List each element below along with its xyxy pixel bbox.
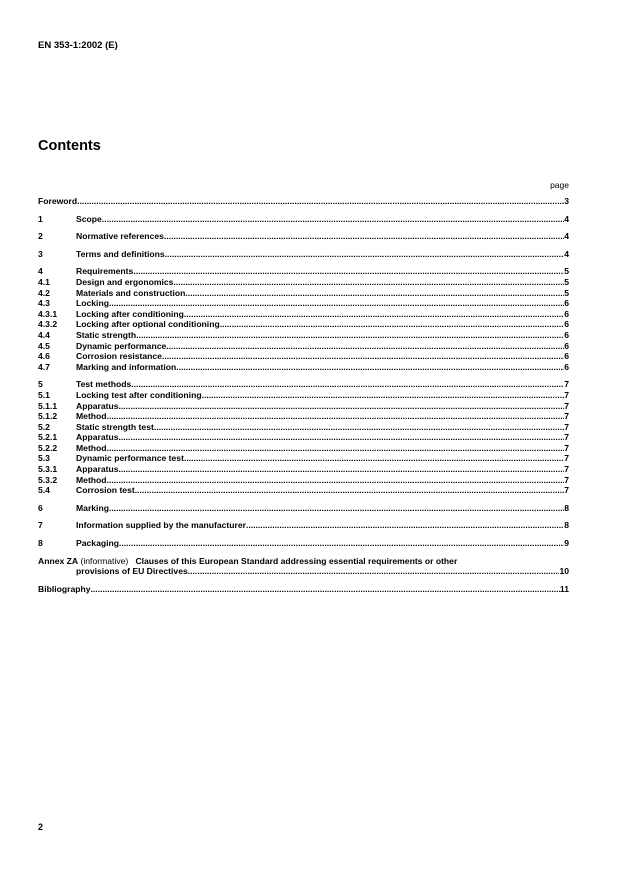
- dot-leader: [119, 432, 565, 443]
- dot-leader: [220, 319, 565, 330]
- toc-entry-number: 5.2.2: [38, 442, 58, 453]
- toc-entry-page: 5: [564, 276, 569, 287]
- toc-entry-page: 6: [564, 351, 569, 362]
- toc-entry-page: 3: [564, 196, 569, 206]
- toc-entry[interactable]: [38, 379, 569, 390]
- toc-entry-title: Foreword: [38, 196, 78, 206]
- dot-leader: [133, 266, 564, 277]
- toc-entry-number: 2: [38, 231, 43, 242]
- toc-entry-page: 7: [564, 464, 569, 475]
- toc-entry-title: Normative references: [76, 231, 164, 242]
- toc-entry-page: 6: [564, 329, 569, 340]
- toc-entry-page: 7: [564, 485, 569, 496]
- toc-entry-title: Locking test after conditioning: [76, 389, 202, 400]
- toc-entry-page: 8: [564, 502, 569, 513]
- toc-entry-page: 5: [564, 287, 569, 298]
- toc-entry-number: 7: [38, 520, 43, 531]
- toc-entry-page: 7: [564, 453, 569, 464]
- toc-entry-page: 6: [564, 308, 569, 319]
- toc-entry-title: Static strength test: [76, 421, 154, 432]
- toc-entry[interactable]: [38, 309, 569, 320]
- toc-entry-title: Packaging: [76, 538, 119, 549]
- toc-entry-title: Dynamic performance: [76, 340, 167, 351]
- dot-leader: [109, 503, 564, 514]
- toc-entry-title: Marking and information: [76, 361, 177, 372]
- toc-entry-title: Apparatus: [76, 432, 119, 443]
- dot-leader: [119, 401, 565, 412]
- dot-leader: [202, 390, 565, 401]
- annex-line-1: [38, 556, 569, 567]
- toc-entry[interactable]: [38, 485, 569, 496]
- toc-entry-page: 7: [564, 389, 569, 400]
- dot-leader: [109, 298, 564, 309]
- toc-entry[interactable]: [38, 277, 569, 288]
- toc-entry-bibliography[interactable]: [38, 584, 569, 595]
- dot-leader: [102, 214, 564, 225]
- toc-entry-title: Requirements: [76, 266, 134, 277]
- dot-leader: [119, 464, 565, 475]
- dot-leader: [119, 538, 564, 549]
- toc-entry[interactable]: [38, 298, 569, 309]
- toc-entry[interactable]: [38, 422, 569, 433]
- annex-label: Annex ZA: [38, 555, 79, 566]
- toc-entry-page: 6: [564, 319, 569, 330]
- toc-entry[interactable]: [38, 319, 569, 330]
- toc-entry-title: Bibliography: [38, 583, 91, 594]
- toc-entry-title: Design and ergonomics: [76, 276, 174, 287]
- toc-entry[interactable]: [38, 214, 569, 225]
- toc-entry-page: 7: [564, 442, 569, 453]
- toc-entry-number: 3: [38, 248, 43, 259]
- dot-leader: [246, 520, 564, 531]
- toc-entry-page: 10: [559, 566, 569, 577]
- toc-entry-page: 7: [564, 379, 569, 390]
- dot-leader: [164, 231, 564, 242]
- toc-entry[interactable]: [38, 266, 569, 277]
- toc-entry-page: 7: [564, 411, 569, 422]
- dot-leader: [165, 249, 565, 260]
- page-number: 2: [38, 822, 44, 832]
- toc-entry[interactable]: [38, 464, 569, 475]
- dot-leader: [135, 485, 564, 496]
- toc-entry[interactable]: [38, 520, 569, 531]
- toc-entry[interactable]: [38, 432, 569, 443]
- toc-entry-number: 5.2: [38, 421, 50, 432]
- toc-entry-title: Information supplied by the manufacturer: [76, 520, 246, 531]
- toc-entry-title: Dynamic performance test: [76, 453, 184, 464]
- annex-title-line-1: Clauses of this European Standard addressing essential requirements or other: [135, 555, 458, 566]
- table-of-contents: [38, 196, 569, 594]
- toc-entry-page: 6: [564, 340, 569, 351]
- toc-entry[interactable]: [38, 231, 569, 242]
- toc-entry[interactable]: [38, 503, 569, 514]
- toc-entry-page: 7: [564, 421, 569, 432]
- toc-entry-number: 8: [38, 538, 43, 549]
- toc-entry[interactable]: [38, 288, 569, 299]
- toc-entry-title: Apparatus: [76, 464, 119, 475]
- dot-leader: [166, 341, 564, 352]
- annex-line-2: [38, 566, 569, 577]
- toc-entry-number: 4: [38, 266, 43, 277]
- toc-entry-number: 5.1.1: [38, 400, 58, 411]
- page-title: Contents: [38, 138, 101, 154]
- toc-entry-number: 4.5: [38, 340, 50, 351]
- toc-entry-number: 4.1: [38, 276, 50, 287]
- dot-leader: [154, 422, 564, 433]
- toc-entry-number: 5.3: [38, 453, 50, 464]
- dot-leader: [173, 277, 564, 288]
- toc-entry-title: Test methods: [76, 379, 132, 390]
- toc-entry-title: Marking: [76, 502, 109, 513]
- toc-entry[interactable]: [38, 341, 569, 352]
- dot-leader: [107, 475, 565, 486]
- toc-entry[interactable]: [38, 538, 569, 549]
- annex-qualifier: (informative): [80, 555, 129, 566]
- toc-entry-page: 9: [564, 538, 569, 549]
- dot-leader: [136, 330, 564, 341]
- toc-entry-number: 4.6: [38, 351, 50, 362]
- toc-entry-page: 8: [564, 520, 569, 531]
- toc-entry[interactable]: [38, 411, 569, 422]
- toc-entry-number: 4.2: [38, 287, 50, 298]
- page-column-label: page: [550, 180, 569, 190]
- toc-entry-number: 5.3.2: [38, 474, 58, 485]
- toc-entry[interactable]: [38, 330, 569, 341]
- toc-entry-title: Locking after conditioning: [76, 308, 184, 319]
- toc-entry-page: 4: [564, 248, 569, 259]
- toc-entry-title: Method: [76, 411, 107, 422]
- toc-entry-number: 5.1.2: [38, 411, 58, 422]
- toc-entry-page: 7: [564, 432, 569, 443]
- toc-entry-foreword[interactable]: [38, 196, 569, 207]
- toc-entry-annex[interactable]: [38, 556, 569, 577]
- dot-leader: [162, 351, 564, 362]
- dot-leader: [184, 309, 564, 320]
- toc-entry-number: 5.4: [38, 485, 50, 496]
- toc-entry[interactable]: [38, 443, 569, 454]
- toc-entry-title: Method: [76, 474, 107, 485]
- dot-leader: [188, 566, 560, 577]
- toc-entry-number: 5.2.1: [38, 432, 58, 443]
- toc-entry-page: 6: [564, 361, 569, 372]
- annex-title-line-2: provisions of EU Directives: [76, 566, 188, 577]
- toc-entry-number: 4.7: [38, 361, 50, 372]
- toc-entry-number: 1: [38, 213, 43, 224]
- toc-entry-page: 4: [564, 231, 569, 242]
- toc-entry[interactable]: [38, 453, 569, 464]
- toc-entry-title: Method: [76, 442, 107, 453]
- toc-entry-number: 4.4: [38, 329, 50, 340]
- toc-entry-page: 5: [564, 266, 569, 277]
- toc-entry-title: Static strength: [76, 329, 137, 340]
- toc-entry-title: Materials and construction: [76, 287, 186, 298]
- toc-entry-number: 5: [38, 379, 43, 390]
- toc-entry[interactable]: [38, 249, 569, 260]
- toc-entry-title: Terms and definitions: [76, 248, 165, 259]
- toc-entry-page: 7: [564, 474, 569, 485]
- toc-entry-title: Corrosion test: [76, 485, 135, 496]
- toc-entry-title: Locking after optional conditioning: [76, 319, 220, 330]
- toc-entry-title: Corrosion resistance: [76, 351, 162, 362]
- toc-entry-number: 6: [38, 502, 43, 513]
- toc-entry-number: 4.3.1: [38, 308, 58, 319]
- toc-entry[interactable]: [38, 401, 569, 412]
- toc-entry[interactable]: [38, 475, 569, 486]
- dot-leader: [91, 584, 560, 595]
- dot-leader: [176, 362, 564, 373]
- toc-entry-number: 5.1: [38, 389, 50, 400]
- dot-leader: [184, 453, 564, 464]
- dot-leader: [107, 443, 565, 454]
- toc-entry[interactable]: [38, 362, 569, 373]
- toc-entry-title: Apparatus: [76, 400, 119, 411]
- document-header: EN 353-1:2002 (E): [38, 40, 118, 51]
- toc-entry-page: 4: [564, 213, 569, 224]
- toc-entry[interactable]: [38, 390, 569, 401]
- dot-leader: [185, 288, 564, 299]
- toc-entry-number: 4.3.2: [38, 319, 58, 330]
- toc-entry[interactable]: [38, 351, 569, 362]
- dot-leader: [77, 196, 564, 207]
- toc-entry-page: 11: [559, 583, 569, 594]
- toc-entry-number: 5.3.1: [38, 464, 58, 475]
- toc-entry-page: 7: [564, 400, 569, 411]
- toc-entry-page: 6: [564, 298, 569, 309]
- toc-entry-title: Scope: [76, 213, 102, 224]
- dot-leader: [131, 379, 564, 390]
- toc-entry-title: Locking: [76, 298, 109, 309]
- dot-leader: [107, 411, 565, 422]
- toc-entry-number: 4.3: [38, 298, 50, 309]
